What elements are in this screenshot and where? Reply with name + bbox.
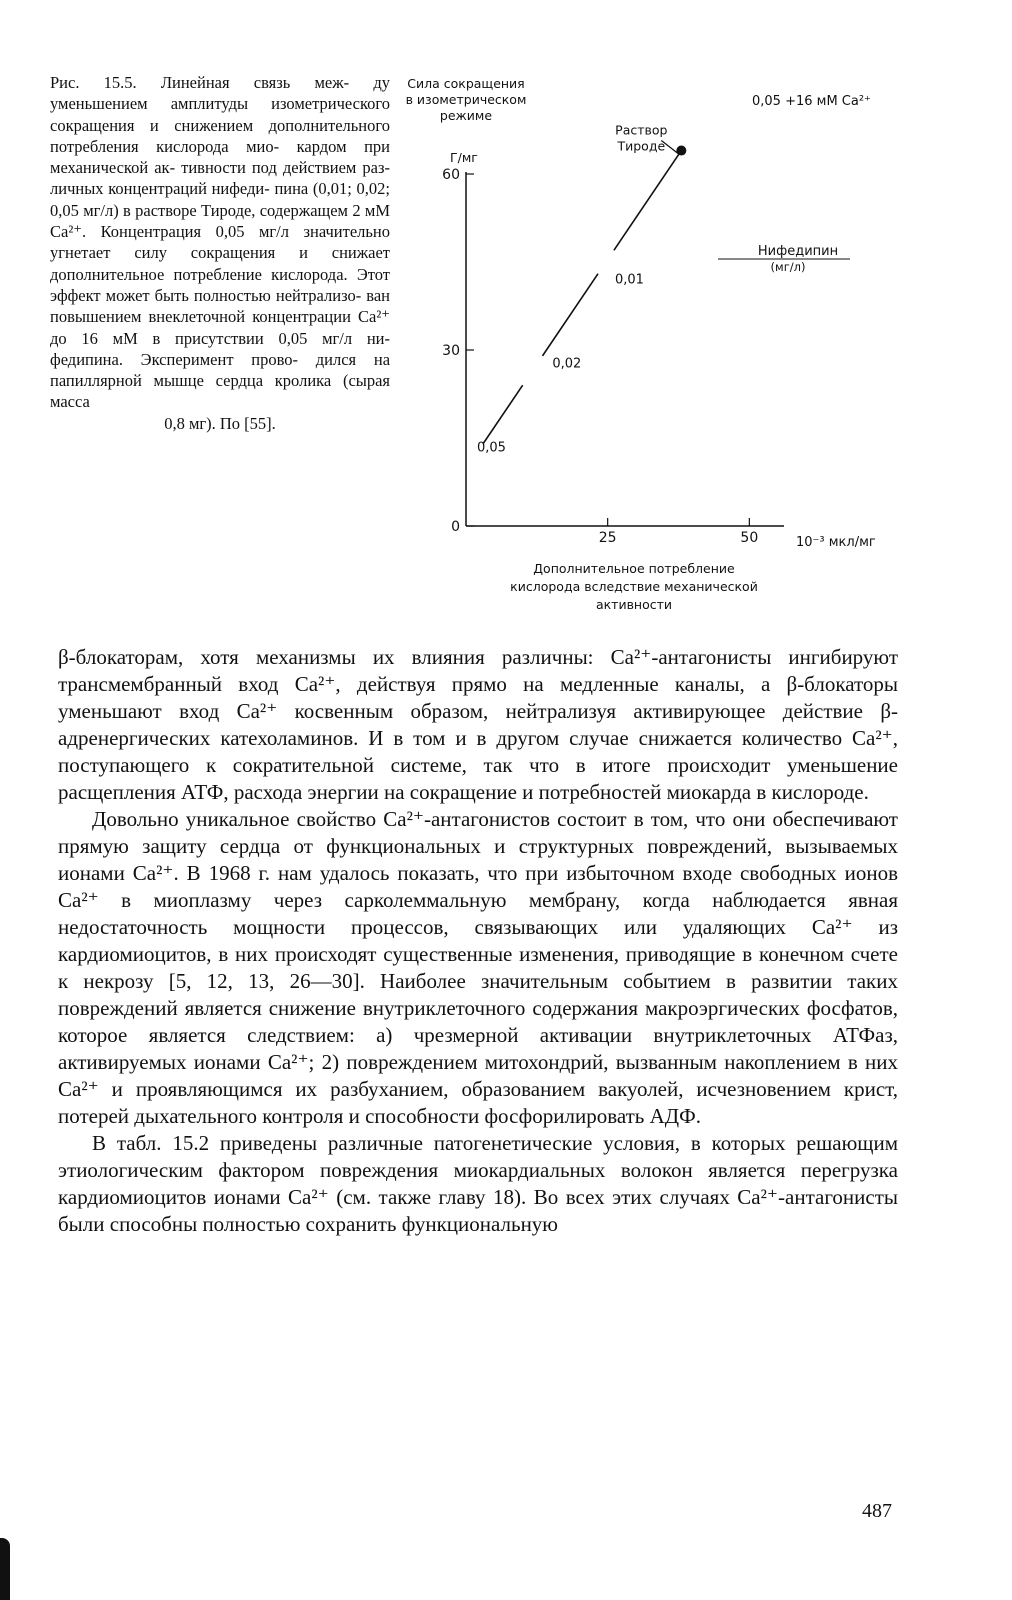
caption-line: тивности под действием раз- xyxy=(181,158,390,178)
caption-line: растворе Тироде, содержащем xyxy=(135,200,348,220)
figure-chart xyxy=(384,66,944,626)
annotations xyxy=(477,94,871,456)
x-axis-title-line1: Дополнительное потребление xyxy=(533,561,735,576)
legend-unit: (мг/л) xyxy=(770,260,806,274)
x-tick-label: 50 xyxy=(740,530,759,546)
y-tick-label: 0 xyxy=(451,519,460,535)
axis-ticks xyxy=(442,167,758,546)
x-axis-title-line3: активности xyxy=(595,597,673,612)
y-axis-title-line3: режиме xyxy=(439,108,493,123)
caption-line: в присутствии 0,05 мг/л ни- xyxy=(152,328,390,348)
chart-svg xyxy=(384,66,944,626)
x-axis-title-line2: кислорода вследствие механической xyxy=(510,579,758,594)
paragraph-3: В табл. 15.2 приведены различные патогенетические условия, в которых решающим этиологическим фактором повреждения миокардиальных волокон является перегрузка кардиомиоцитов ионами Са²⁺ (см. также главу 18). Во всех этих случаях Са²⁺-антагонисты были способны полностью сохранить функциональную xyxy=(58,1131,898,1236)
caption-line: 0,8 мг). По [55]. xyxy=(164,413,276,433)
annotation-label: 0,02 xyxy=(552,356,582,372)
caption-line: федипина. Эксперимент прово- xyxy=(50,349,299,369)
y-axis-unit: Г/мг xyxy=(450,150,478,165)
caption-line: быть полностью нейтрализо- xyxy=(154,285,362,305)
annotation-label: 0,01 xyxy=(615,272,644,288)
caption-line: личных концентраций нифеди- xyxy=(50,179,270,199)
legend-title: Нифедипин xyxy=(757,244,839,259)
caption-line: Рис. 15.5. Линейная связь меж- xyxy=(50,73,350,92)
annotation-label: Раствор Тироде xyxy=(615,122,668,154)
caption-line: концентрации Са²⁺ до 16 мМ xyxy=(50,307,390,348)
caption-line: пина (0,01; 0,02; 0,05 мг/л) в xyxy=(50,179,390,220)
paragraph-1: β-блокаторам, хотя механизмы их влияния различны: Са²⁺-антагонисты ингибируют трансмембранный вход Са²⁺, действуя прямо на медленные каналы, а β-блокаторы уменьшают вход Са²⁺ косвенным образом, нейтрализуя активирующее действие β-адренергических катехоламинов. И в том и в другом случае снижается количество Са²⁺, поступающего к сократительной системе, так что в итоге происходит уменьшение расщепления АТФ, расхода энергии на сокращение и потребностей миокарда в кислороде. xyxy=(58,645,898,804)
caption-line: дополнительное потребление xyxy=(50,264,262,284)
caption-line: потребления кислорода мио- xyxy=(50,136,280,156)
data-series xyxy=(483,146,686,444)
caption-line: силу сокращения и снижает xyxy=(134,243,391,263)
body-text xyxy=(58,644,898,1238)
caption-line: кардом при механической ак- xyxy=(50,136,390,178)
page-number: 487 xyxy=(862,1500,892,1522)
x-tick-label: 25 xyxy=(598,530,617,546)
y-tick-label: 30 xyxy=(442,343,460,359)
y-axis-title-line2: в изометрическом xyxy=(405,92,527,107)
series-line-segment xyxy=(543,274,599,356)
caption-line: сердца кролика (сырая масса xyxy=(50,371,391,412)
caption-line: 2 мМ Са²⁺. Концентрация xyxy=(50,200,390,242)
caption-line: ду уменьшением амплитуды xyxy=(50,73,390,114)
y-tick-label: 60 xyxy=(442,167,460,183)
caption-line: 0,05 мг/л значительно угнетает xyxy=(50,222,391,263)
paragraph-2: Довольно уникальное свойство Са²⁺-антагонистов состоит в том, что они обеспечивают прямую защиту сердца от функциональных и структурных повреждений, вызываемых ионами Са²⁺. В 1968 г. нам удалось показать, что при избыточном входе свободных ионов Са²⁺ в миоплазму через сарколеммальную мембрану, когда наблюдается явная недостаточность мощности процессов, связывающих или удаляющих Са²⁺ из кардиомиоцитов, в них происходят существенные изменения, приводящие в конечном счете к некрозу [5, 12, 13, 26—30]. Наиболее значительным событием в развитии таких повреждений является снижение внутриклеточного содержания макроэргических фосфатов, которое является следствием: а) чрезмерной активации внутриклеточных АТФаз, активируемых ионами Са²⁺; 2) повреждением митохондрий, вызванным накоплением в них Са²⁺ и проявляющимся их разбуханием, образованием вакуолей, исчезновением крист, потерей дыхательного контроля и способности фосфорилировать АДФ. xyxy=(58,807,898,1128)
caption-line: кислорода. Этот эффект может xyxy=(50,264,390,305)
x-axis-unit: 10⁻³ мкл/мг xyxy=(796,535,876,550)
caption-line: дился на папиллярной мышце xyxy=(50,349,391,391)
caption-line: изометрического сокращения xyxy=(50,94,391,135)
margin-mark xyxy=(0,1538,10,1600)
series-line-segment xyxy=(614,151,681,251)
caption-line: ван повышением внеклеточной xyxy=(50,285,390,327)
annotation-label: 0,05 +16 мМ Са²⁺ xyxy=(752,94,871,110)
series-line-segment xyxy=(483,385,523,444)
caption-line: и снижением дополнительного xyxy=(149,115,390,135)
y-axis-title-line1: Сила сокращения xyxy=(407,76,525,91)
figure-caption xyxy=(50,72,390,434)
annotation-label: 0,05 xyxy=(477,440,506,456)
